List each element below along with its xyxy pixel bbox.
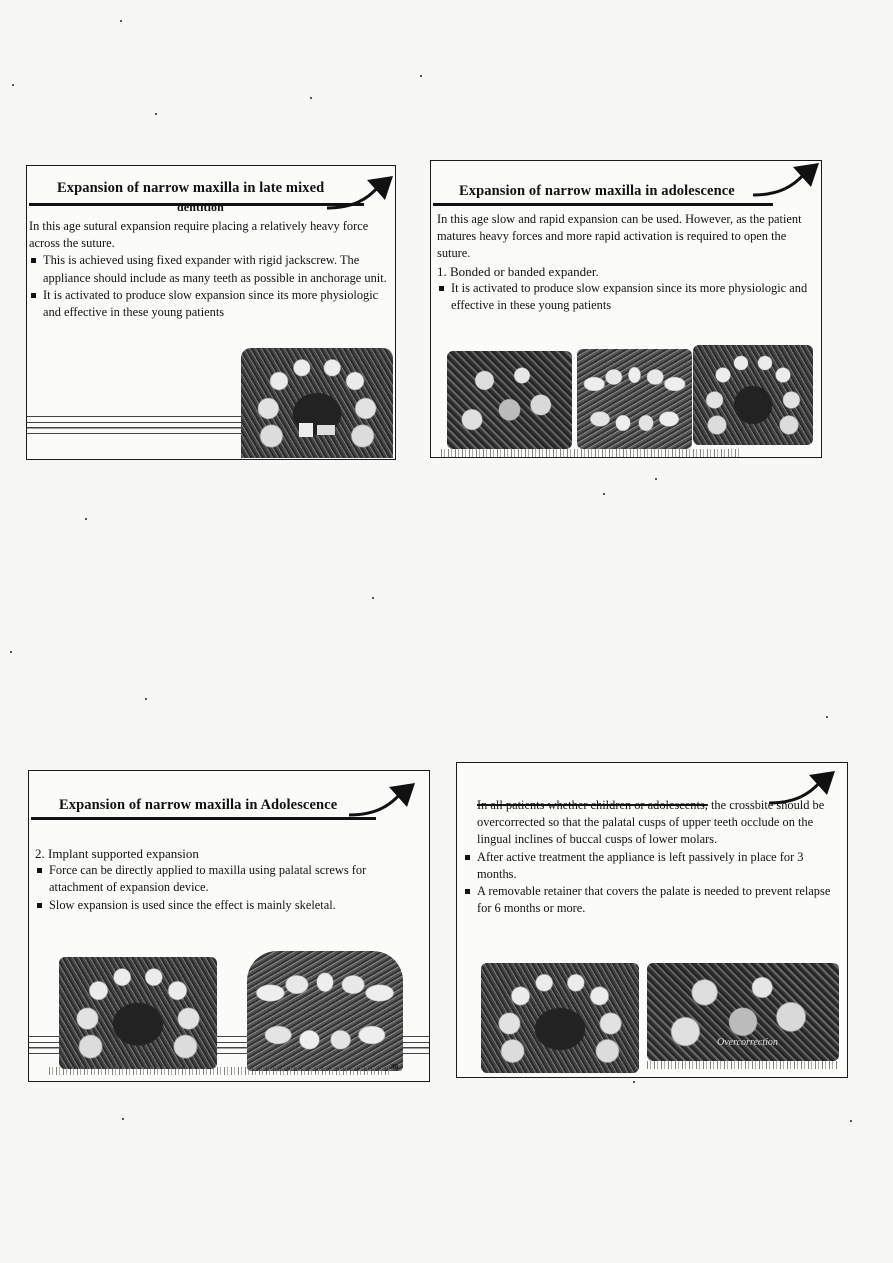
intro-paragraph bbox=[463, 797, 835, 849]
bonded-expander-photo bbox=[447, 351, 572, 449]
scan-speck bbox=[633, 1081, 635, 1083]
slide-overcorrection bbox=[456, 762, 848, 1078]
slide-title: Expansion of narrow maxilla in adolescence bbox=[459, 183, 735, 199]
scan-speck bbox=[10, 651, 12, 653]
scan-noise bbox=[647, 1061, 839, 1069]
slide-body bbox=[437, 211, 809, 314]
scan-speck bbox=[826, 716, 828, 718]
slide-late-mixed-dentition bbox=[26, 165, 396, 460]
slide-body bbox=[29, 218, 389, 321]
scan-speck bbox=[122, 1118, 124, 1120]
dental-models-photo bbox=[577, 349, 692, 449]
slide-body bbox=[463, 797, 835, 917]
slide-title-line2: dentition bbox=[177, 200, 224, 214]
decorative-stripes bbox=[27, 413, 267, 437]
bullet-item: Force can be directly applied to maxilla using palatal screws for attachment of expansion device. bbox=[35, 862, 419, 896]
page-number: 30 bbox=[391, 1063, 398, 1071]
arrow-icon bbox=[349, 781, 419, 821]
slide-title: Expansion of narrow maxilla in Adolescence bbox=[59, 797, 338, 813]
scan-noise bbox=[441, 449, 741, 457]
scan-speck bbox=[85, 518, 87, 520]
bullet-item: It is activated to produce slow expansion since its more physiologic and effective in these young patients bbox=[437, 280, 809, 314]
scan-noise bbox=[49, 1067, 389, 1075]
bullet-item: It is activated to produce slow expansion since its more physiologic and effective in these young patients bbox=[29, 287, 389, 321]
scan-speck bbox=[372, 597, 374, 599]
arrow-icon bbox=[327, 174, 396, 214]
slide-title: Expansion of narrow maxilla in late mixed bbox=[57, 180, 325, 196]
first-line-tail: the bbox=[710, 798, 727, 812]
numbered-item: 1. Bonded or banded expander. bbox=[437, 263, 599, 279]
retainer-photo bbox=[481, 963, 639, 1073]
title-underline bbox=[31, 817, 376, 820]
arrow-icon bbox=[753, 161, 822, 201]
title-underline bbox=[433, 203, 773, 206]
bullet-item: Slow expansion is used since the effect is mainly skeletal. bbox=[35, 897, 419, 914]
expander-photo bbox=[241, 348, 393, 458]
bullet-item: After active treatment the appliance is left passively in place for 3 months. bbox=[463, 849, 835, 883]
palatal-arch-photo bbox=[247, 951, 403, 1071]
slide-adolescence bbox=[430, 160, 822, 458]
jackscrew-shape bbox=[317, 425, 335, 435]
scan-speck bbox=[145, 698, 147, 700]
struck-text: In all patients whether children or adolescents, bbox=[477, 798, 708, 812]
scan-speck bbox=[12, 84, 14, 86]
implant-expander-photo bbox=[59, 957, 217, 1069]
scan-speck bbox=[603, 493, 605, 495]
scan-speck bbox=[155, 113, 157, 115]
photo-caption: Overcorrection bbox=[717, 1037, 778, 1048]
scan-speck bbox=[420, 75, 422, 77]
jackscrew-shape bbox=[299, 423, 313, 437]
numbered-item: 2. Implant supported expansion bbox=[35, 846, 199, 861]
scan-speck bbox=[310, 97, 312, 99]
scan-speck bbox=[120, 20, 122, 22]
intro-rest: crossbite should be overcorrected so that the palatal cusps of upper teeth occlude on the lingual inclines of buccal cusps of lower molars. bbox=[477, 798, 825, 847]
palatal-view-photo bbox=[693, 345, 813, 445]
bullet-item: A removable retainer that covers the palate is needed to prevent relapse for 6 months or more. bbox=[463, 883, 835, 917]
bullet-item: This is achieved using fixed expander with rigid jackscrew. The appliance should include as many teeth as possible in anchorage unit. bbox=[29, 252, 389, 286]
scan-speck bbox=[850, 1120, 852, 1122]
slide-implant-supported bbox=[28, 770, 430, 1082]
overcorrection-photo bbox=[647, 963, 839, 1061]
intro-paragraph: In this age sutural expansion require placing a relatively heavy force across the suture. bbox=[29, 219, 369, 251]
slide-body bbox=[35, 845, 419, 914]
intro-paragraph: In this age slow and rapid expansion can be used. However, as the patient matures heavy forces and more rapid activation is required to open the suture. bbox=[437, 212, 802, 261]
scan-speck bbox=[655, 478, 657, 480]
